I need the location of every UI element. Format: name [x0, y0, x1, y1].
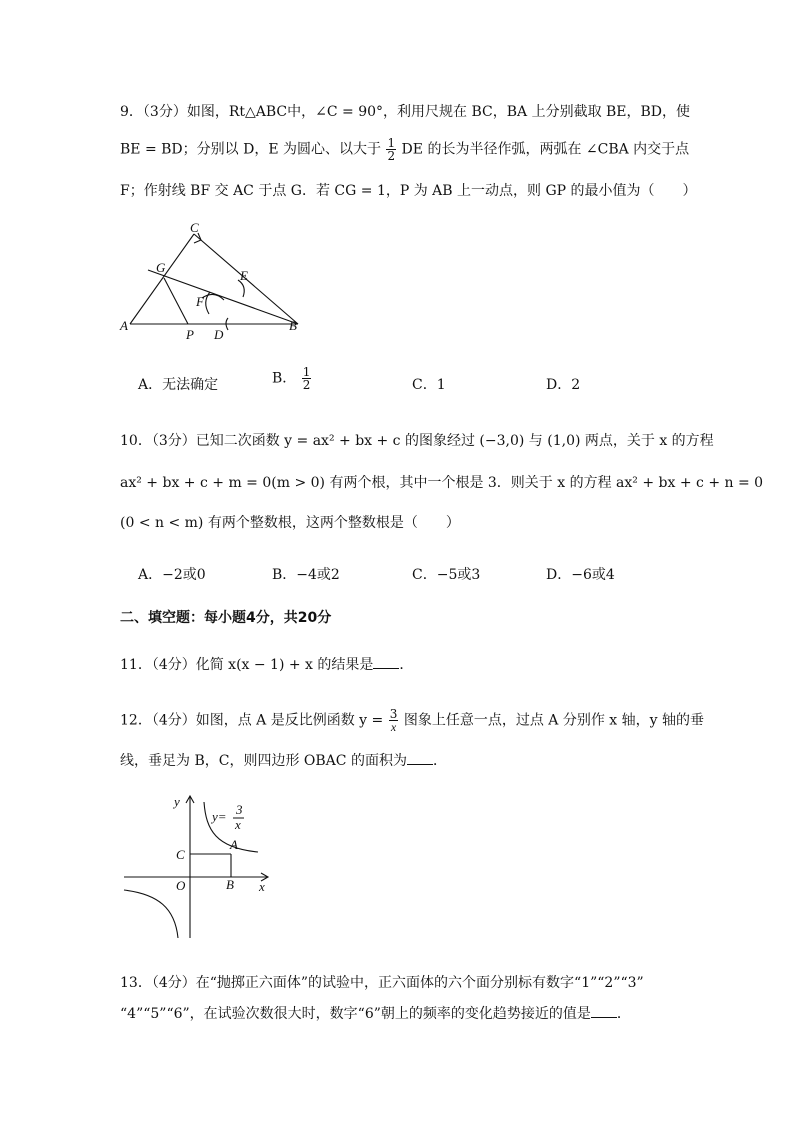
q9-option-b-fraction [302, 366, 312, 391]
q12-line-1 [120, 708, 704, 733]
label-b: B [226, 877, 234, 892]
q11-answer-blank[interactable] [373, 656, 399, 669]
q10-line-1: 10．（3分）已知二次函数 y = ax² + bx + c 的图象经过 (−3,0) 与 (1,0) 两点，关于 x 的方程 [120, 433, 714, 449]
q13-line-2-text: “4”“5”“6”，在试验次数很大时，数字“6”朝上的频率的变化趋势接近的值是 [120, 1006, 591, 1022]
q10-line-2: ax² + bx + c + m = 0(m > 0) 有两个根，其中一个根是 3．则关于 x 的方程 ax² + bx + c + n = 0 [120, 475, 764, 491]
q10-option-a: A．−2或0 [138, 567, 206, 583]
q12-line-1b: 图象上任意一点，过点 A 分别作 x 轴，y 轴的垂 [403, 712, 704, 729]
label-g: G [156, 260, 166, 275]
q9-option-a: A．无法确定 [138, 377, 219, 393]
label-d: D [214, 327, 224, 342]
label-o: O [176, 878, 186, 893]
arc-f-2 [202, 294, 224, 300]
q10-option-d: D．−6或4 [546, 567, 615, 583]
q9-option-c: C．1 [412, 377, 446, 393]
label-p: P [186, 327, 194, 342]
label-e: E [240, 268, 248, 283]
hyperbola-branch-q3 [124, 890, 178, 938]
label-b: B [289, 318, 297, 333]
segment-gp [164, 278, 188, 324]
q9-option-b [272, 366, 312, 391]
equation-num: 3 [236, 802, 243, 817]
q9-line-1: 9．（3分）如图，Rt△ABC中，∠C = 90°，利用尺规在 BC，BA 上分别截取 BE，BD，使 [120, 104, 691, 120]
label-y: y [174, 794, 180, 809]
q9-option-b-den: 2 [302, 378, 311, 392]
q12-end: ． [432, 753, 447, 769]
q13-end: ． [616, 1006, 631, 1022]
q9-line-3: F；作射线 BF 交 AC 于点 G．若 CG = 1，P 为 AB 上一动点，则 GP 的最小值为（ ） [120, 183, 697, 199]
q12-line-2-text: 线，垂足为 B，C，则四边形 OBAC 的面积为 [120, 753, 407, 769]
q12-fraction [389, 708, 399, 733]
q12-frac-den: x [390, 720, 397, 734]
q12-frac-num: 3 [389, 707, 398, 721]
q12-answer-blank[interactable] [407, 752, 433, 765]
q12-figure [118, 790, 278, 942]
q12-line-1a: 12．（4分）如图，点 A 是反比例函数 y = [120, 712, 384, 729]
q10-line-3: (0 < n < m) 有两个整数根，这两个整数根是（ ） [120, 515, 460, 531]
label-a: A [120, 318, 128, 333]
q11-text: 11．（4分）化简 x(x − 1) + x 的结果是 [120, 657, 374, 673]
q13-line-2 [120, 1003, 631, 1023]
segment-ac [130, 234, 194, 324]
label-a: A [230, 837, 238, 852]
q9-frac-den: 2 [387, 149, 396, 163]
q9-option-b-prefix: B． [272, 370, 297, 387]
q11-end: ． [399, 657, 414, 673]
q13-answer-blank[interactable] [591, 1005, 617, 1018]
q9-fraction [386, 137, 396, 162]
equation-den: x [235, 817, 241, 832]
q9-frac-num: 1 [387, 136, 396, 150]
q9-figure [110, 222, 310, 347]
q9-option-d: D．2 [546, 377, 581, 393]
q9-line-2a: BE = BD；分别以 D，E 为圆心、以大于 [120, 141, 381, 158]
q9-option-b-num: 1 [302, 365, 311, 379]
equation-label: y= [212, 809, 227, 824]
q13-line-1: 13．（4分）在“抛掷正六面体”的试验中，正六面体的六个面分别标有数字“1”“2”“3” [120, 975, 644, 991]
q9-line-2b: DE 的长为半径作弧，两弧在 ∠CBA 内交于点 [401, 141, 690, 158]
label-x: x [259, 879, 265, 894]
q10-option-c: C．−5或3 [412, 567, 481, 583]
label-f: F [196, 294, 204, 309]
q10-option-b: B．−4或2 [272, 567, 340, 583]
q12-line-2 [120, 750, 447, 770]
section-heading: 二、填空题：每小题4分，共20分 [120, 610, 332, 626]
label-c: C [176, 847, 185, 862]
q11-line [120, 654, 413, 674]
label-c: C [190, 222, 199, 235]
ray-bf [148, 270, 298, 324]
q9-line-2 [120, 137, 689, 162]
